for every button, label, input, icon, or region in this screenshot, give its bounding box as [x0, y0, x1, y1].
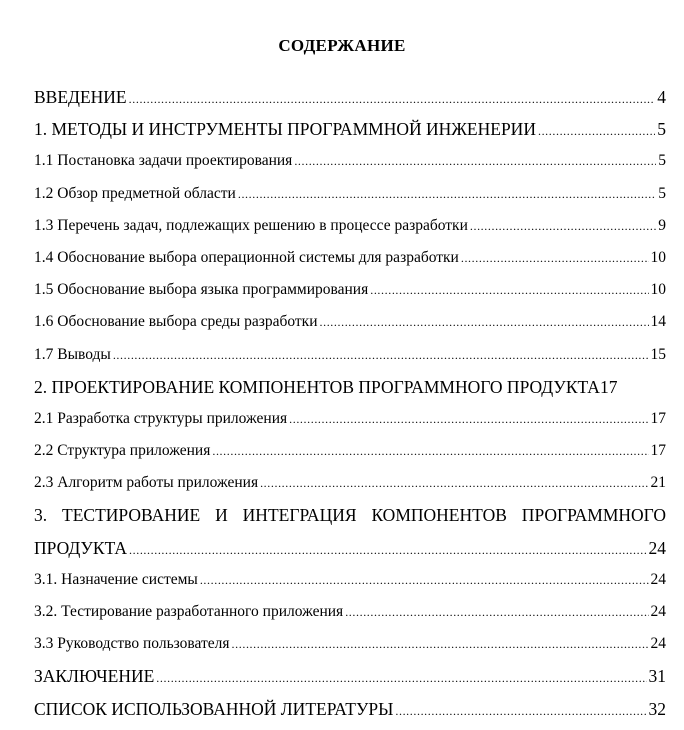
- toc-entry-label: 3.2. Тестирование разработанного приложения: [34, 603, 344, 620]
- toc-entry-1-2[interactable]: [34, 183, 666, 215]
- toc-page-number: 14: [650, 313, 666, 331]
- toc-entry-label: ПРОДУКТА: [34, 537, 128, 558]
- toc-page-number: 9: [658, 216, 666, 234]
- toc-entry-label: 1.6 Обоснование выбора среды разработки: [34, 313, 318, 331]
- toc-page-number: 24: [648, 537, 666, 558]
- dot-leader: [129, 88, 656, 110]
- dot-leader: [395, 700, 646, 722]
- toc-entry-1-6[interactable]: [34, 311, 666, 343]
- toc-page-number: 10: [650, 281, 666, 299]
- toc-entry-label: 1.4 Обоснование выбора операционной системы для разработки: [34, 248, 459, 266]
- toc-entry-1-4[interactable]: [34, 247, 666, 279]
- toc-entry-label: 1.5 Обоснование выбора языка программирования: [34, 281, 369, 299]
- dot-leader: [294, 150, 656, 172]
- toc-page-number: 24: [650, 635, 666, 653]
- dot-leader: [289, 408, 648, 430]
- toc-page-number: 32: [648, 698, 666, 719]
- toc-entry-chapter-1[interactable]: [34, 118, 666, 150]
- toc-entry-2-2[interactable]: [34, 440, 666, 472]
- toc-entry-1-5[interactable]: [34, 279, 666, 311]
- page-title: СОДЕРЖАНИЕ: [278, 36, 406, 55]
- toc-entry-label: 2. ПРОЕКТИРОВАНИЕ КОМПОНЕНТОВ ПРОГРАММНОГО ПРОДУКТА: [34, 376, 600, 397]
- toc-entry-3-1[interactable]: [34, 569, 666, 601]
- dot-leader: [345, 601, 648, 623]
- dot-leader: [156, 667, 646, 689]
- toc-entry-label: 3.1. Назначение системы: [34, 570, 198, 588]
- toc-entry-1-3[interactable]: [34, 215, 666, 247]
- toc-entry-chapter-3-continued[interactable]: [34, 537, 666, 569]
- toc-entry-label: 2.2 Структура приложения: [34, 442, 211, 460]
- toc-entry-2-3[interactable]: [34, 472, 666, 504]
- toc-entry-label: 2.1 Разработка структуры приложения: [34, 409, 288, 427]
- dot-leader: [260, 472, 648, 494]
- toc-entry-label: 3. ТЕСТИРОВАНИЕ И ИНТЕГРАЦИЯ КОМПОНЕНТОВ ПРОГРАММНОГО: [34, 505, 666, 526]
- toc-page-number: 15: [650, 345, 666, 363]
- dot-leader: [113, 344, 649, 366]
- toc-entry-3-2[interactable]: [34, 601, 666, 633]
- toc-entry-label: ЗАКЛЮЧЕНИЕ: [34, 666, 155, 687]
- toc-entry-1-7[interactable]: [34, 344, 666, 376]
- toc-entry-label: 1.2 Обзор предметной области: [34, 184, 236, 202]
- dot-leader: [238, 183, 656, 205]
- toc-page-number: 10: [650, 248, 666, 266]
- toc-entry-introduction[interactable]: [34, 86, 666, 118]
- toc-entry-chapter-2[interactable]: [34, 376, 666, 408]
- toc-page-number: 31: [648, 666, 666, 687]
- toc-entry-label: ВВЕДЕНИЕ: [34, 87, 127, 107]
- toc-page-number: 5: [658, 152, 666, 170]
- toc-entry-label: 2.3 Алгоритм работы приложения: [34, 474, 259, 492]
- toc-page-number: 21: [650, 474, 666, 492]
- toc-page-number: 24: [650, 603, 666, 620]
- toc-page-number: 5: [658, 184, 666, 202]
- toc-entry-label: СПИСОК ИСПОЛЬЗОВАННОЙ ЛИТЕРАТУРЫ: [34, 698, 394, 719]
- dot-leader: [538, 120, 655, 142]
- toc-entry-1-1[interactable]: [34, 150, 666, 182]
- dot-leader: [200, 569, 649, 591]
- toc-entry-label: 1.3 Перечень задач, подлежащих решению в процессе разработки: [34, 216, 468, 234]
- dot-leader: [212, 440, 648, 462]
- dot-leader: [320, 311, 649, 333]
- toc-entry-label: 1.1 Постановка задачи проектирования: [34, 152, 293, 170]
- toc-page-number: 17: [650, 409, 666, 427]
- toc-entry-2-1[interactable]: [34, 408, 666, 440]
- toc-page-number: 4: [657, 87, 666, 107]
- toc-entry-chapter-3[interactable]: [34, 504, 666, 536]
- dot-leader: [129, 539, 646, 561]
- toc-entry-label: 1.7 Выводы: [34, 345, 111, 363]
- dot-leader: [470, 215, 656, 237]
- toc-entry-references[interactable]: [34, 698, 666, 730]
- dot-leader: [232, 633, 649, 655]
- toc-page-number: 24: [650, 570, 666, 588]
- toc-entry-3-3[interactable]: [34, 633, 666, 665]
- dot-leader: [370, 279, 648, 301]
- table-of-contents: [34, 86, 666, 730]
- dot-leader: [461, 247, 649, 269]
- toc-page-number: 5: [657, 119, 666, 140]
- toc-entry-label: 3.3 Руководство пользователя: [34, 635, 230, 653]
- toc-entry-label: 1. МЕТОДЫ И ИНСТРУМЕНТЫ ПРОГРАММНОЙ ИНЖЕНЕРИИ: [34, 119, 536, 140]
- toc-entry-conclusion[interactable]: [34, 665, 666, 697]
- toc-page-number: 17: [599, 376, 618, 397]
- toc-page-number: 17: [650, 442, 666, 460]
